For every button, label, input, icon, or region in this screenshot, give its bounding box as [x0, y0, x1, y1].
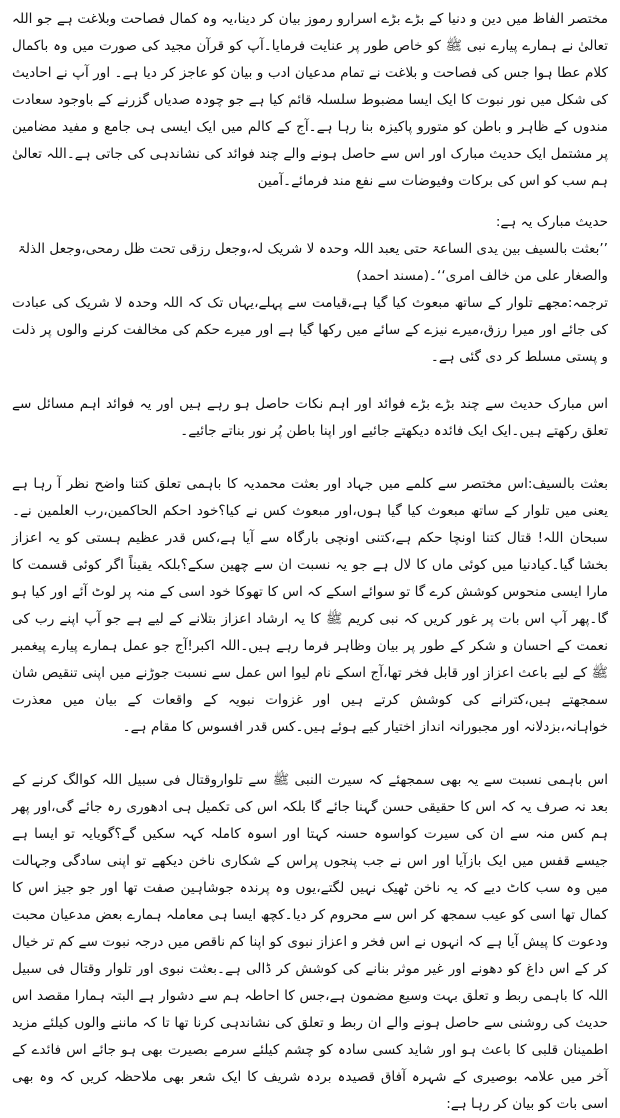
intro-paragraph: مختصر الفاظ میں دین و دنیا کے بڑے بڑے اسرارو رموز بیان کر دینا،یہ وہ کمال فصاحت وبلاغت ہے جو اللہ تعالیٰ نے ہمارے پیارے نبی ﷺ کو خاص طور پر عنایت فرمایا۔آپ کو قرآن مجید کی صورت میں وہ باکمال کلام عطا ہوا جس کی فصاحت و بلاغت نے تمام مدعیان ادب و بیان کو عاجز کر دیا ہے۔ اور آپ نے احادیث کی شکل میں نور نبوت کا ایک ایسا مضبوط سلسلہ قائم کیا ہے جو چودہ صدیاں گزرنے کے باوجود سعادت مندوں کے ظاہر و باطن کو متورو پاکیزہ بنا رہا ہے۔آج کے کالم میں ایک ایسی ہی جامع و مفید مضامین پر مشتمل ایک حدیث مبارک اور اس سے حاصل ہونے والے چند فوائد کی نشاندہی کی جاتی ہے۔اللہ تعالیٰ ہم سب کو اس کی برکات وفیوضات سے نفع مند فرمائے۔آمین	[12, 11, 608, 189]
paragraph-gap	[12, 195, 608, 209]
final-paragraph: اس باہمی نسبت سے یہ بھی سمجھئے کہ سیرت النبی ﷺ سے تلواروقتال فی سبیل اللہ کوالگ کرنے کے بعد نہ صرف یہ کہ اس کا حقیقی حسن گہنا جائے گا بلکہ اس کی تکمیل ہی ادھوری رہ جائے گی،اور پھر ہم کس منہ سے ان کی سیرت کواسوہ حسنہ کہتا اور اسوہ کاملہ کہہ سکیں گے؟گویایہ تو ایسا ہے جیسے قفس میں ایک بازآیا اور اس نے جب پنجوں پراس کے شکاری ناخن دیکھے تو اپنی سادگی وجہالت میں وہ سب کاٹ دیے کہ یہ ناخن ٹھیک نہیں لگتے،یوں وہ پرندہ جوشاہین صفت تھا اور جو جیز اس کا کمال تھا اسی کو عیب سمجھ کر اس سے محروم کر دیا۔کچھ ایسا ہی معاملہ ہمارے بعض مدعیان محبت ودعوت کا پیش آیا ہے کہ انہوں نے اس فخر و اعزاز نبوی کو اپنا کم ناقص میں درجہ نبوت سے کم تر خیال کر کے اس داغ کو دھونے اور غیر موثر بنانے کی کوشش کر ڈالی ہے۔بعثت نبوی اور تلوار وقتال فی سبیل اللہ کا باہمی ربط و تعلق بہت وسیع مضمون ہے،جس کا احاطہ ہم سے دشوار ہے البتہ ہمارا مقصد اس حدیث کی روشنی سے حاصل ہونے والے ان ربط و تعلق کی نشاندہی کرنا تھا تا کہ ماننے والوں کیلئے مزید اطمینان قلبی کا باعث ہو اور شاید کسی سادہ کو چشم کیلئے سرمے بصیرت بھی ہو جائے اس فائدے کے آخر میں علامہ بوصیری کے شہرہ آفاق قصیدہ بردہ شریف کا ایک شعر بھی ملاحظہ کریں کہ وہ بھی اسی بات کو بیان کر رہا ہے:	[12, 772, 608, 1112]
paragraph-gap	[12, 445, 608, 471]
hadith-heading: حدیث مبارک یہ ہے:	[495, 214, 608, 230]
benefits-paragraph: اس مبارک حدیث سے چند بڑے بڑے فوائد اور اہم نکات حاصل ہو رہے ہیں اور یہ فوائد اہم مسائل سے تعلق رکھتے ہیں۔ایک ایک فائدہ دیکھتے جائیے اور اپنا باطن پُر نور بناتے جائیے۔	[12, 396, 608, 439]
first-point-paragraph: بعثت بالسیف:اس مختصر سے کلمے میں جہاد اور بعثت محمدیہ کا باہمی تعلق کتنا واضح نظر آ رہا ہے یعنی میں تلوار کے ساتھ مبعوث کیا گیا ہوں،اور مبعوث کس نے کیا؟خود احکم الحاکمین،رب العلمین نے۔سبحان اللہ! قتال کتنا اونچا حکم ہے،کتنی اونچی بارگاہ سے آیا ہے،کس قدر عظیم ہستی کو یہ اعزاز بخشا گیا۔کیادنیا میں کوئی ماں کا لال ہے جو یہ نسبت ان سے چھین سکے؟بلکہ یقیناً اگر کوئی قسمت کا مارا ایسی منحوس کوشش کرے گا تو سوائے اسکے کہ اس کا تھوکا خود اسی کے منہ پر لوٹ آئے اور کیا ہو گا۔پھر آپ اس بات پر غور کریں کہ نبی کریم ﷺ کا یہ ارشاد اعزاز بتلانے کے لیے ہے جو آپ اپنے رب کی نعمت کے احسان و شکر کے طور پر بیان وظاہر فرما رہے ہیں۔اللہ اکبر!آج جو عمل ہمارے پیارے پیغمبر ﷺ کے لیے باعث اعزاز اور قابل فخر تھا،آج اسکے نام لیوا اس عمل سے نسبت جوڑنے میں اپنی تنقیص شان سمجھتے ہیں،کترانے کی کوشش کرتے ہیں اور غزوات نبویہ کے واقعات کے بیان میں معذرت خواہانہ،بزدلانہ اور مجبورانہ انداز اختیار کیے ہوئے ہیں۔کس قدر افسوس کا مقام ہے۔	[12, 476, 608, 735]
paragraph-gap	[12, 371, 608, 391]
hadith-translation: ترجمہ:مجھے تلوار کے ساتھ مبعوث کیا گیا ہے،قیامت سے پہلے،یہاں تک کہ اللہ وحدہ لا شریک کی عبادت کی جائے اور میرا رزق،میرے نیزے کے سائے میں رکھا گیا ہے اور میرے حکم کی مخالفت کرنے والوں پر ذلت و پستی مسلط کر دی گئی ہے۔	[12, 295, 608, 365]
hadith-arabic-text: ’’بعثت بالسیف بین یدی الساعۃ حتی یعبد اللہ وحدہ لا شریک لہ،وجعل رزقی تحت ظل رمحی،وجعل الذلۃ والصغار علی من خالف امری‘‘۔(مسند احمد)	[17, 241, 608, 284]
paragraph-gap	[12, 741, 608, 767]
